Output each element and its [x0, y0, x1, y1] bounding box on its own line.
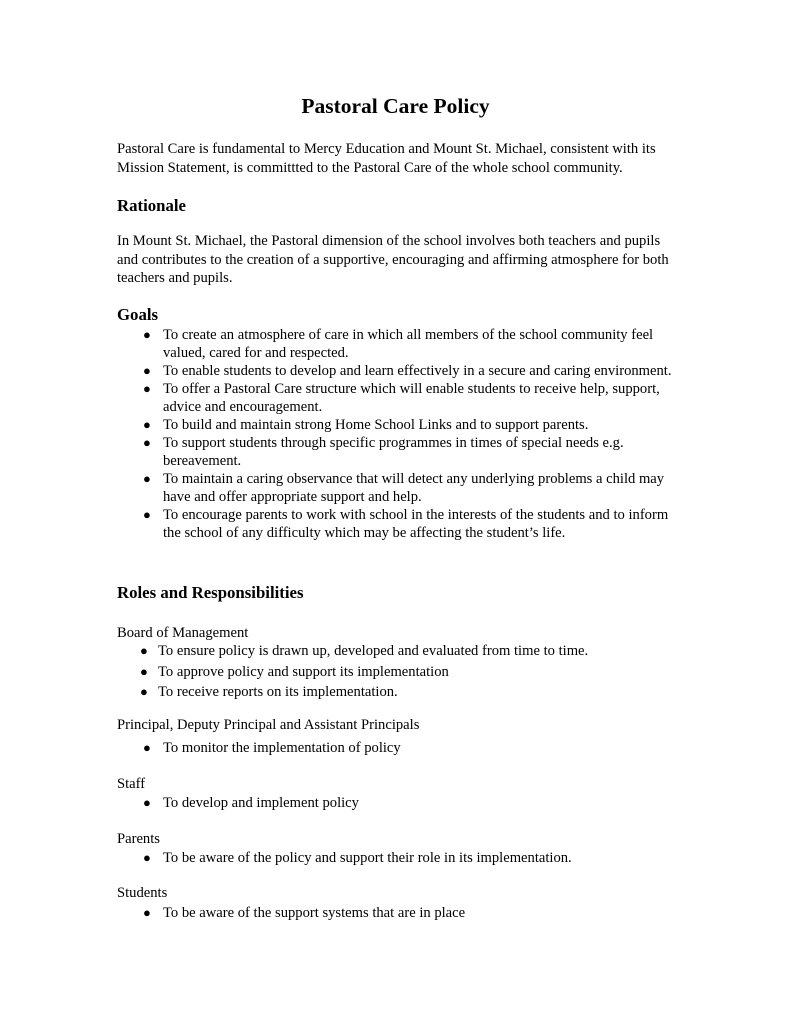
role-item: [140, 663, 678, 681]
roles-heading: Roles and Responsibilities: [117, 583, 304, 602]
students-list: [143, 904, 683, 922]
role-item: [140, 642, 678, 660]
rationale-paragraph: In Mount St. Michael, the Pastoral dimension of the school involves both teachers and pupils and contributes to the creation of a supportive, encouraging and affirming atmosphere for both teachers and pupils.: [117, 233, 669, 286]
board-list: [140, 642, 678, 704]
bullet-icon: ●: [140, 663, 148, 679]
role-text: To receive reports on its implementation.: [158, 684, 398, 700]
bullet-icon: ●: [143, 905, 151, 920]
goal-item: [143, 362, 673, 380]
bullet-icon: ●: [143, 417, 151, 432]
parents-list: [143, 849, 683, 867]
goal-item: [143, 416, 673, 434]
group-label-principals: Principal, Deputy Principal and Assistant Principals: [117, 717, 420, 733]
goals-list: [143, 326, 673, 542]
role-text: To be aware of the policy and support their role in its implementation.: [163, 850, 572, 866]
bullet-icon: ●: [143, 507, 151, 522]
staff-list: [143, 794, 683, 812]
goal-text: To offer a Pastoral Care structure which will enable students to receive help, support, advice and encouragement.: [163, 381, 660, 415]
group-label-parents: Parents: [117, 831, 160, 847]
goal-text: To encourage parents to work with school in the interests of the students and to inform the school of any difficulty which may be affecting the student’s life.: [163, 507, 669, 541]
rationale-heading: Rationale: [117, 196, 186, 215]
bullet-icon: ●: [143, 435, 151, 450]
goal-item: [143, 326, 673, 362]
goal-text: To enable students to develop and learn effectively in a secure and caring environment.: [163, 363, 672, 379]
goals-heading: Goals: [117, 305, 159, 324]
bullet-icon: ●: [143, 381, 151, 396]
bullet-icon: ●: [143, 850, 151, 865]
role-item: [143, 739, 683, 757]
goal-item: [143, 470, 673, 506]
goal-text: To support students through specific programmes in times of special needs e.g. bereavement.: [163, 435, 624, 469]
page-title: Pastoral Care Policy: [301, 94, 490, 118]
group-label-staff: Staff: [117, 776, 146, 792]
role-item: [143, 849, 683, 867]
role-text: To monitor the implementation of policy: [163, 740, 401, 756]
bullet-icon: ●: [143, 471, 151, 486]
bullet-icon: ●: [140, 684, 148, 699]
role-item: [143, 904, 683, 922]
goal-text: To build and maintain strong Home School Links and to support parents.: [163, 417, 589, 433]
goal-text: To create an atmosphere of care in which all members of the school community feel valued, cared for and respected.: [163, 327, 654, 361]
role-text: To be aware of the support systems that are in place: [163, 905, 466, 921]
role-text: To develop and implement policy: [163, 795, 359, 811]
bullet-icon: ●: [143, 795, 151, 810]
goal-item: [143, 434, 673, 470]
role-item: [140, 683, 678, 701]
bullet-icon: ●: [140, 643, 148, 658]
goal-item: [143, 380, 673, 416]
role-text: To approve policy and support its implementation: [158, 663, 449, 680]
role-item: [143, 794, 683, 812]
principals-list: [143, 739, 683, 757]
bullet-icon: ●: [143, 740, 151, 755]
group-label-board: Board of Management: [117, 625, 249, 641]
bullet-icon: ●: [143, 327, 151, 342]
bullet-icon: ●: [143, 363, 151, 378]
intro-paragraph: Pastoral Care is fundamental to Mercy Education and Mount St. Michael, consistent with its Mission Statement, is committted to the Pastoral Care of the whole school community.: [117, 141, 656, 176]
goal-item: [143, 506, 673, 542]
role-text: To ensure policy is drawn up, developed and evaluated from time to time.: [158, 643, 589, 659]
group-label-students: Students: [117, 885, 168, 901]
goal-text: To maintain a caring observance that will detect any underlying problems a child may have and offer appropriate support and help.: [163, 471, 665, 505]
